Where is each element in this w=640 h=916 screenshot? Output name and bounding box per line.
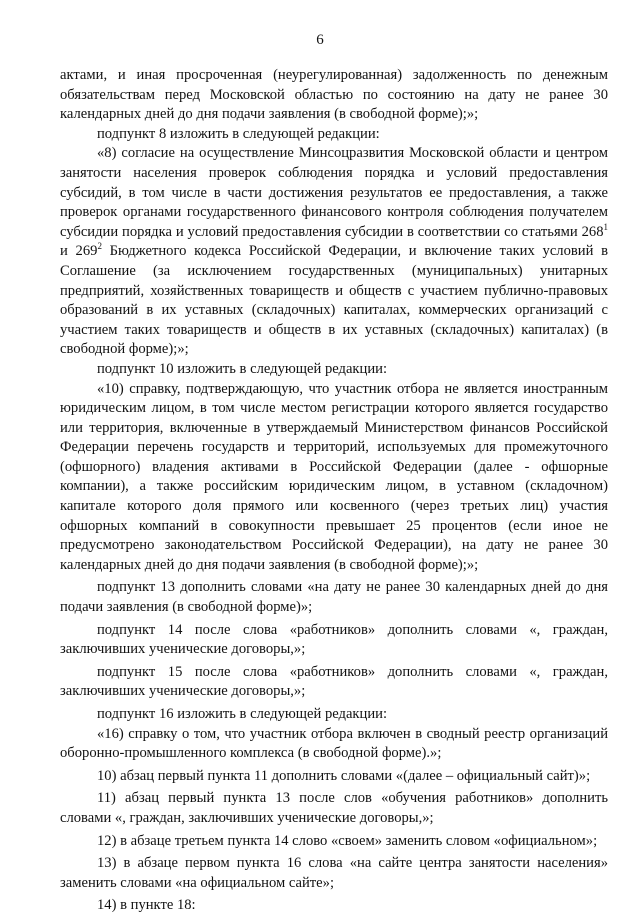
text-segment: Бюджетного кодекса Российской Федерации, и включение таких условий в Соглашение (за исключением государственных (муниципальных) унитарных предприятий, хозяйственных товариществ и обществ с участием публично-правовых образований в их уставных (складочных) капиталах, коммерческих организаций с участием таких товариществ и обществ в их уставных (складочных) капиталах) (в свободной форме);»; <box>60 243 608 358</box>
superscript: 2 <box>97 241 102 252</box>
paragraph-subitem-13: подпункт 13 дополнить словами «на дату не ранее 30 календарных дней до дня подачи заявления (в свободной форме)»; <box>60 579 608 616</box>
paragraph-item-11: 11) абзац первый пункта 13 после слов «обучения работников» дополнить словами «, граждан, заключивших ученические договоры,»; <box>60 790 608 826</box>
paragraph-item-14: 14) в пункте 18: <box>97 897 196 914</box>
paragraph-item-10: 10) абзац первый пункта 11 дополнить словами «(далее – официальный сайт)»; <box>97 767 591 784</box>
paragraph-item-12: 12) в абзаце третьем пункта 14 слово «своем» заменить словом «официальном»; <box>97 832 598 849</box>
page-number: 6 <box>316 32 324 48</box>
paragraph-subitem-10-heading: подпункт 10 изложить в следующей редакции: <box>97 360 388 377</box>
paragraph-subitem-16-heading: подпункт 16 изложить в следующей редакции: <box>97 706 388 722</box>
paragraph-subitem-8-heading: подпункт 8 изложить в следующей редакции: <box>97 125 380 142</box>
document-body <box>60 66 608 916</box>
paragraph-continuation: актами, и иная просроченная (неурегулированная) задолженность по денежным обязательствам перед Московской областью по состоянию на дату не ранее 30 календарных дней до дня подачи заявления (в свободной форме);»; <box>60 67 608 123</box>
paragraph-subitem-15: подпункт 15 после слова «работников» дополнить словами «, граждан, заключивших ученические договоры,»; <box>60 663 608 700</box>
text-segment: и 269 <box>60 243 98 260</box>
paragraph-subitem-8-text <box>60 144 608 360</box>
paragraph-item-13: 13) в абзаце первом пункта 16 слова «на сайте центра занятости населения» заменить словами «на официальном сайте»; <box>60 855 608 891</box>
paragraph-subitem-16-text: «16) справку о том, что участник отбора включен в сводный реестр организаций оборонно-промышленного комплекса (в свободной форме).»; <box>60 725 608 762</box>
superscript: 1 <box>603 221 608 232</box>
paragraph-subitem-10-text: «10) справку, подтверждающую, что участник отбора не является иностранным юридическим лицом, в том числе местом регистрации которого является государство или территория, включенные в утверждаемый Министерством финансов Российской Федерации перечень государств и территорий, используемых для промежуточного (офшорного) владения активами в Российской Федерации (далее - офшорные компании), а также российским юридическим лицом, в уставном (складочном) капитале которого доля прямого или косвенного (через третьих лиц) участия офшорных компаний в совокупности превышает 25 процентов (если иное не предусмотрено законодательством Российской Федерации), на дату не ранее 30 календарных дней до дня подачи заявления (в свободной форме);»; <box>60 380 608 573</box>
paragraph-subitem-14: подпункт 14 после слова «работников» дополнить словами «, граждан, заключивших ученические договоры,»; <box>60 621 608 658</box>
text-segment: «8) согласие на осуществление Минсоцразвития Московской области и центром занятости населения проверок соблюдения порядка и условий предоставления субсидий, в том числе в части достижения результатов ее предоставления, а также проверок органами государственного финансового контроля соблюдения получателем субсидии порядка и условий предоставления субсидии в соответствии со статьями 268 <box>60 145 608 240</box>
